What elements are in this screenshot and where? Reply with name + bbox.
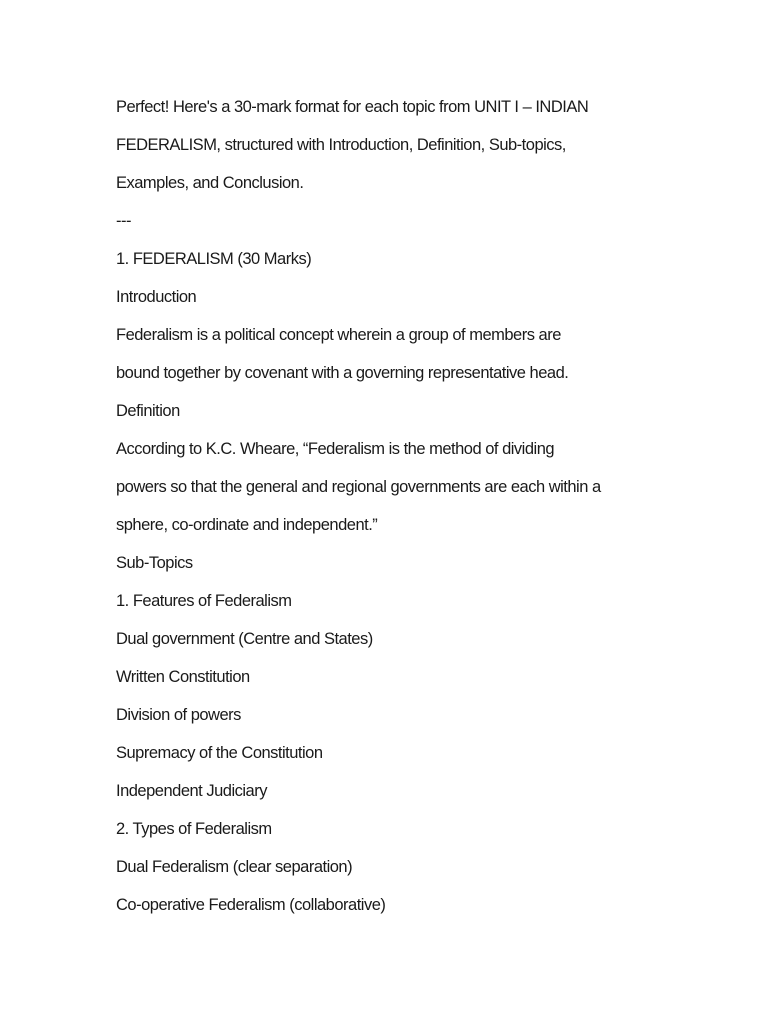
document-body xyxy=(116,92,736,928)
definition-heading: Definition xyxy=(116,402,180,420)
types-heading: 2. Types of Federalism xyxy=(116,820,272,838)
definition-text-1: According to K.C. Wheare, “Federalism is the method of dividing xyxy=(116,440,555,458)
feature-item: Division of powers xyxy=(116,706,241,724)
intro-line-1: Perfect! Here's a 30-mark format for each topic from UNIT I – INDIAN xyxy=(116,98,589,116)
features-heading: 1. Features of Federalism xyxy=(116,592,292,610)
feature-item: Supremacy of the Constitution xyxy=(116,744,323,762)
separator-line: --- xyxy=(116,212,131,230)
section-heading: 1. FEDERALISM (30 Marks) xyxy=(116,250,312,268)
type-item: Dual Federalism (clear separation) xyxy=(116,858,353,876)
type-item: Co-operative Federalism (collaborative) xyxy=(116,896,386,914)
intro-line-3: Examples, and Conclusion. xyxy=(116,174,304,192)
definition-text-3: sphere, co-ordinate and independent.” xyxy=(116,516,378,534)
intro-line-2: FEDERALISM, structured with Introduction, Definition, Sub-topics, xyxy=(116,136,566,154)
feature-item: Independent Judiciary xyxy=(116,782,267,800)
feature-item: Dual government (Centre and States) xyxy=(116,630,373,648)
sub-topics-heading: Sub-Topics xyxy=(116,554,193,572)
introduction-text-2: bound together by covenant with a governing representative head. xyxy=(116,364,569,382)
introduction-heading: Introduction xyxy=(116,288,197,306)
definition-text-2: powers so that the general and regional governments are each within a xyxy=(116,478,601,496)
feature-item: Written Constitution xyxy=(116,668,250,686)
introduction-text-1: Federalism is a political concept wherein a group of members are xyxy=(116,326,561,344)
